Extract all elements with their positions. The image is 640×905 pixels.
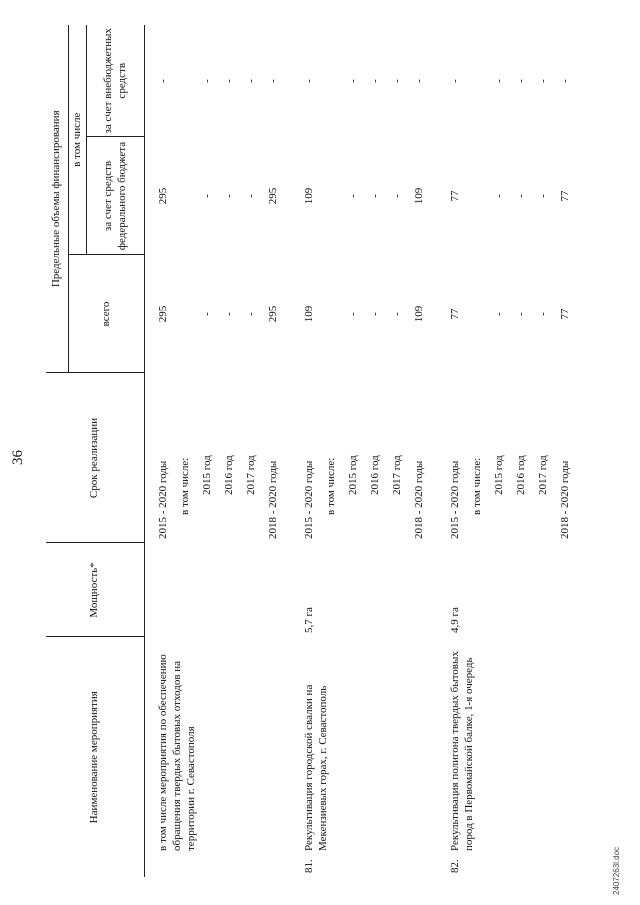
federal-value bbox=[471, 141, 493, 251]
offbudget-value bbox=[325, 29, 347, 133]
offbudget-value: - bbox=[391, 79, 404, 83]
offbudget-value: - bbox=[449, 79, 462, 83]
federal-value: - bbox=[369, 194, 382, 198]
offbudget-value: - bbox=[413, 79, 426, 83]
total-value: - bbox=[537, 312, 550, 316]
federal-value: 295 bbox=[267, 187, 280, 205]
federal-value: - bbox=[537, 194, 550, 198]
period-line: 2018 - 2020 годы bbox=[267, 460, 280, 539]
period-line: 2017 год bbox=[245, 455, 258, 495]
period-line: 2018 - 2020 годы bbox=[413, 460, 426, 539]
row-offbudget bbox=[145, 25, 292, 137]
total-value: 109 bbox=[303, 305, 316, 323]
total-value bbox=[179, 259, 201, 369]
total-value: 77 bbox=[559, 308, 572, 320]
financing-table bbox=[46, 25, 583, 877]
row-name: в том числе мероприятия по обеспечению обращения твердых бытовых отходов на территории г. Севастополя bbox=[157, 654, 197, 851]
federal-value: 295 bbox=[157, 187, 170, 205]
header-offbudget: за счет внебюджетных средств bbox=[87, 25, 145, 137]
header-total: всего bbox=[68, 255, 145, 373]
row-name: Рекультивация полигона твердых бытовых пород в Первомайской балке, 1-я очередь bbox=[449, 651, 475, 851]
total-value: - bbox=[369, 312, 382, 316]
offbudget-value: - bbox=[559, 79, 572, 83]
total-value: - bbox=[245, 312, 258, 316]
period-line: 2016 год bbox=[369, 455, 382, 495]
period-line: 2015 - 2020 годы bbox=[157, 460, 170, 539]
total-value: - bbox=[493, 312, 506, 316]
period-line: 2016 год bbox=[223, 455, 236, 495]
row-capacity: 4,9 га bbox=[449, 607, 462, 633]
row-number: 82. bbox=[449, 859, 462, 873]
federal-value: - bbox=[493, 194, 506, 198]
row-total bbox=[291, 255, 437, 373]
period-line: 2015 - 2020 годы bbox=[449, 460, 462, 539]
federal-value: - bbox=[223, 194, 236, 198]
header-including: в том числе bbox=[68, 25, 87, 255]
header-federal: за счет средств федерального бюджета bbox=[87, 137, 145, 255]
total-value: - bbox=[201, 312, 214, 316]
total-value: - bbox=[391, 312, 404, 316]
row-capacity: 5,7 га bbox=[303, 607, 316, 633]
row-capacity bbox=[145, 543, 292, 637]
total-value: 77 bbox=[449, 308, 462, 320]
header-capacity: Мощность* bbox=[46, 543, 145, 637]
table-row bbox=[437, 25, 583, 877]
offbudget-value: - bbox=[201, 79, 214, 83]
federal-value bbox=[325, 141, 347, 251]
header-financing: Предельные объемы финансирования bbox=[46, 25, 68, 373]
total-value: - bbox=[347, 312, 360, 316]
offbudget-value: - bbox=[369, 79, 382, 83]
period-line: 2017 год bbox=[391, 455, 404, 495]
row-federal bbox=[437, 137, 583, 255]
federal-value: 109 bbox=[303, 187, 316, 205]
offbudget-value: - bbox=[267, 79, 280, 83]
offbudget-value: - bbox=[157, 79, 170, 83]
footer-code: 2407263l.doc bbox=[612, 846, 621, 895]
row-number: 81. bbox=[303, 859, 316, 873]
federal-value: - bbox=[515, 194, 528, 198]
row-periods bbox=[291, 373, 437, 543]
federal-value: - bbox=[347, 194, 360, 198]
offbudget-value: - bbox=[515, 79, 528, 83]
total-value bbox=[325, 259, 347, 369]
row-offbudget bbox=[291, 25, 437, 137]
row-total bbox=[145, 255, 292, 373]
total-value: 295 bbox=[157, 305, 170, 323]
federal-value: - bbox=[201, 194, 214, 198]
row-offbudget bbox=[437, 25, 583, 137]
header-name: Наименование мероприятия bbox=[46, 637, 145, 877]
period-line: 2016 год bbox=[515, 455, 528, 495]
row-federal bbox=[145, 137, 292, 255]
row-federal bbox=[291, 137, 437, 255]
period-line: 2015 год bbox=[493, 455, 506, 495]
period-line: 2015 - 2020 годы bbox=[303, 460, 316, 539]
table-row bbox=[145, 25, 292, 877]
federal-value: 77 bbox=[449, 190, 462, 202]
total-value: 109 bbox=[413, 305, 426, 323]
row-total bbox=[437, 255, 583, 373]
row-name: Рекультивация городской свалки на Мекензиевых горах, г. Севастополь bbox=[303, 684, 329, 851]
federal-value: - bbox=[245, 194, 258, 198]
period-line: 2015 год bbox=[347, 455, 360, 495]
offbudget-value bbox=[471, 29, 493, 133]
period-line: 2017 год bbox=[537, 455, 550, 495]
period-line: в том числе: bbox=[325, 457, 338, 515]
federal-value: 77 bbox=[559, 190, 572, 202]
federal-value: 109 bbox=[413, 187, 426, 205]
table-row bbox=[291, 25, 437, 877]
total-value: 295 bbox=[267, 305, 280, 323]
total-value: - bbox=[515, 312, 528, 316]
federal-value: - bbox=[391, 194, 404, 198]
offbudget-value: - bbox=[347, 79, 360, 83]
page-number: 36 bbox=[10, 450, 26, 465]
period-line: в том числе: bbox=[179, 457, 192, 515]
table-body bbox=[145, 25, 584, 877]
period-line: в том числе: bbox=[471, 457, 484, 515]
offbudget-value: - bbox=[537, 79, 550, 83]
offbudget-value: - bbox=[303, 79, 316, 83]
total-value: - bbox=[223, 312, 236, 316]
offbudget-value: - bbox=[223, 79, 236, 83]
row-periods bbox=[437, 373, 583, 543]
period-line: 2015 год bbox=[201, 455, 214, 495]
offbudget-value: - bbox=[493, 79, 506, 83]
row-number bbox=[145, 855, 292, 877]
total-value bbox=[471, 259, 493, 369]
header-period: Срок реализации bbox=[46, 373, 145, 543]
row-periods bbox=[145, 373, 292, 543]
offbudget-value bbox=[179, 29, 201, 133]
period-line: 2018 - 2020 годы bbox=[559, 460, 572, 539]
offbudget-value: - bbox=[245, 79, 258, 83]
federal-value bbox=[179, 141, 201, 251]
